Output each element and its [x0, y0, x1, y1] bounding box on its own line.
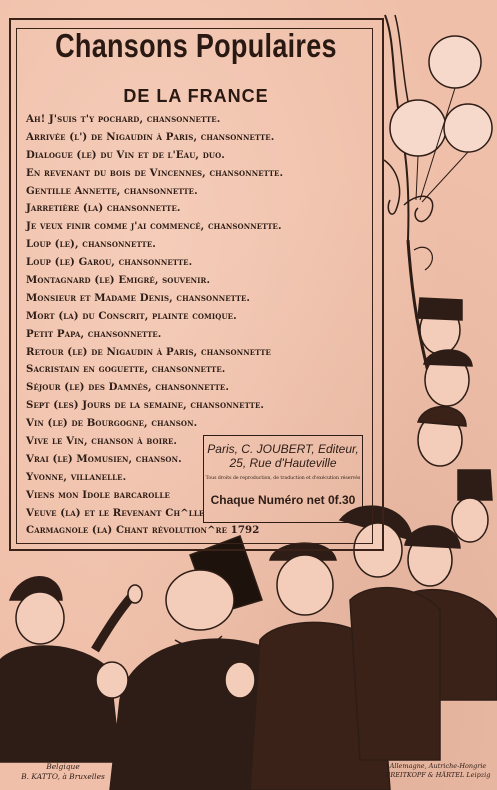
footer-right-line1: Allemagne, Autriche-Hongrie	[389, 762, 487, 770]
song-item: Je veux finir comme j'ai commencé, chansonnette.	[26, 220, 282, 233]
song-item: Yvonne, villanelle.	[26, 470, 127, 483]
song-item: Vrai (le) Momusien, chanson.	[26, 452, 182, 465]
song-item: Sacristain en goguette, chansonnette.	[26, 363, 226, 376]
song-item: Monsieur et Madame Denis, chansonnette.	[26, 291, 251, 304]
song-item: Carmagnole (la) Chant révolution^re 1792	[26, 524, 260, 537]
song-item: Loup (le), chansonnette.	[26, 238, 156, 251]
footer-belgium	[8, 762, 118, 782]
song-item: Viens mon Idole barcarolle	[26, 488, 170, 501]
song-item: Mort (la) du Conscrit, plainte comique.	[26, 309, 237, 322]
song-item: Ah! J'suis t'y pochard, chansonnette.	[26, 113, 221, 125]
song-item: Jarretière (la) chansonnette.	[26, 202, 181, 215]
publisher-box	[203, 435, 363, 523]
song-item: Montagnard (le) Emigré, souvenir.	[26, 274, 211, 287]
song-item: Arrivée (l') de Nigaudin à Paris, chansonnette.	[26, 130, 275, 143]
balloons-illustration	[390, 36, 492, 202]
song-item: Loup (le) Garou, chansonnette.	[26, 256, 193, 269]
page-subtitle: DE LA FRANCE	[123, 86, 269, 106]
publisher-name: Paris, C. JOUBERT, Editeur,	[207, 442, 359, 456]
song-item: Retour (le) de Nigaudin à Paris, chansonnette	[26, 345, 271, 358]
song-item: Gentille Annette, chansonnette.	[26, 184, 198, 197]
rights-notice: Tous droits de reproduction, de traduction et d'exécution réservés	[205, 476, 361, 481]
footer-germany	[380, 762, 496, 780]
song-item: Petit Papa, chansonnette.	[26, 327, 162, 340]
song-item: Veuve (la) et le Revenant Ch^lle	[26, 506, 205, 519]
page-title: Chansons Populaires	[55, 27, 337, 65]
price-label: Chaque Numéro net 0f.30	[210, 493, 356, 507]
publisher-address: 25, Rue d'Hauteville	[229, 456, 337, 470]
song-item: Dialogue (le) du Vin et de l'Eau, duo.	[26, 148, 225, 161]
footer-left-line2: B. KATTO, à Bruxelles	[21, 772, 105, 781]
song-item: Séjour (le) des Damnés, chansonnette.	[26, 381, 229, 394]
song-item: Vin (le) de Bourgogne, chanson.	[26, 417, 198, 430]
song-item: Sept (les) Jours de la semaine, chansonnette.	[26, 399, 265, 412]
footer-left-line1: Belgique	[46, 762, 80, 771]
footer-right-line2: BREITKOPF & HÄRTEL Leipzig	[385, 771, 491, 779]
song-item: En revenant du bois de Vincennes, chansonnette.	[26, 166, 284, 179]
song-item: Vive le Vin, chanson à boire.	[26, 435, 178, 448]
